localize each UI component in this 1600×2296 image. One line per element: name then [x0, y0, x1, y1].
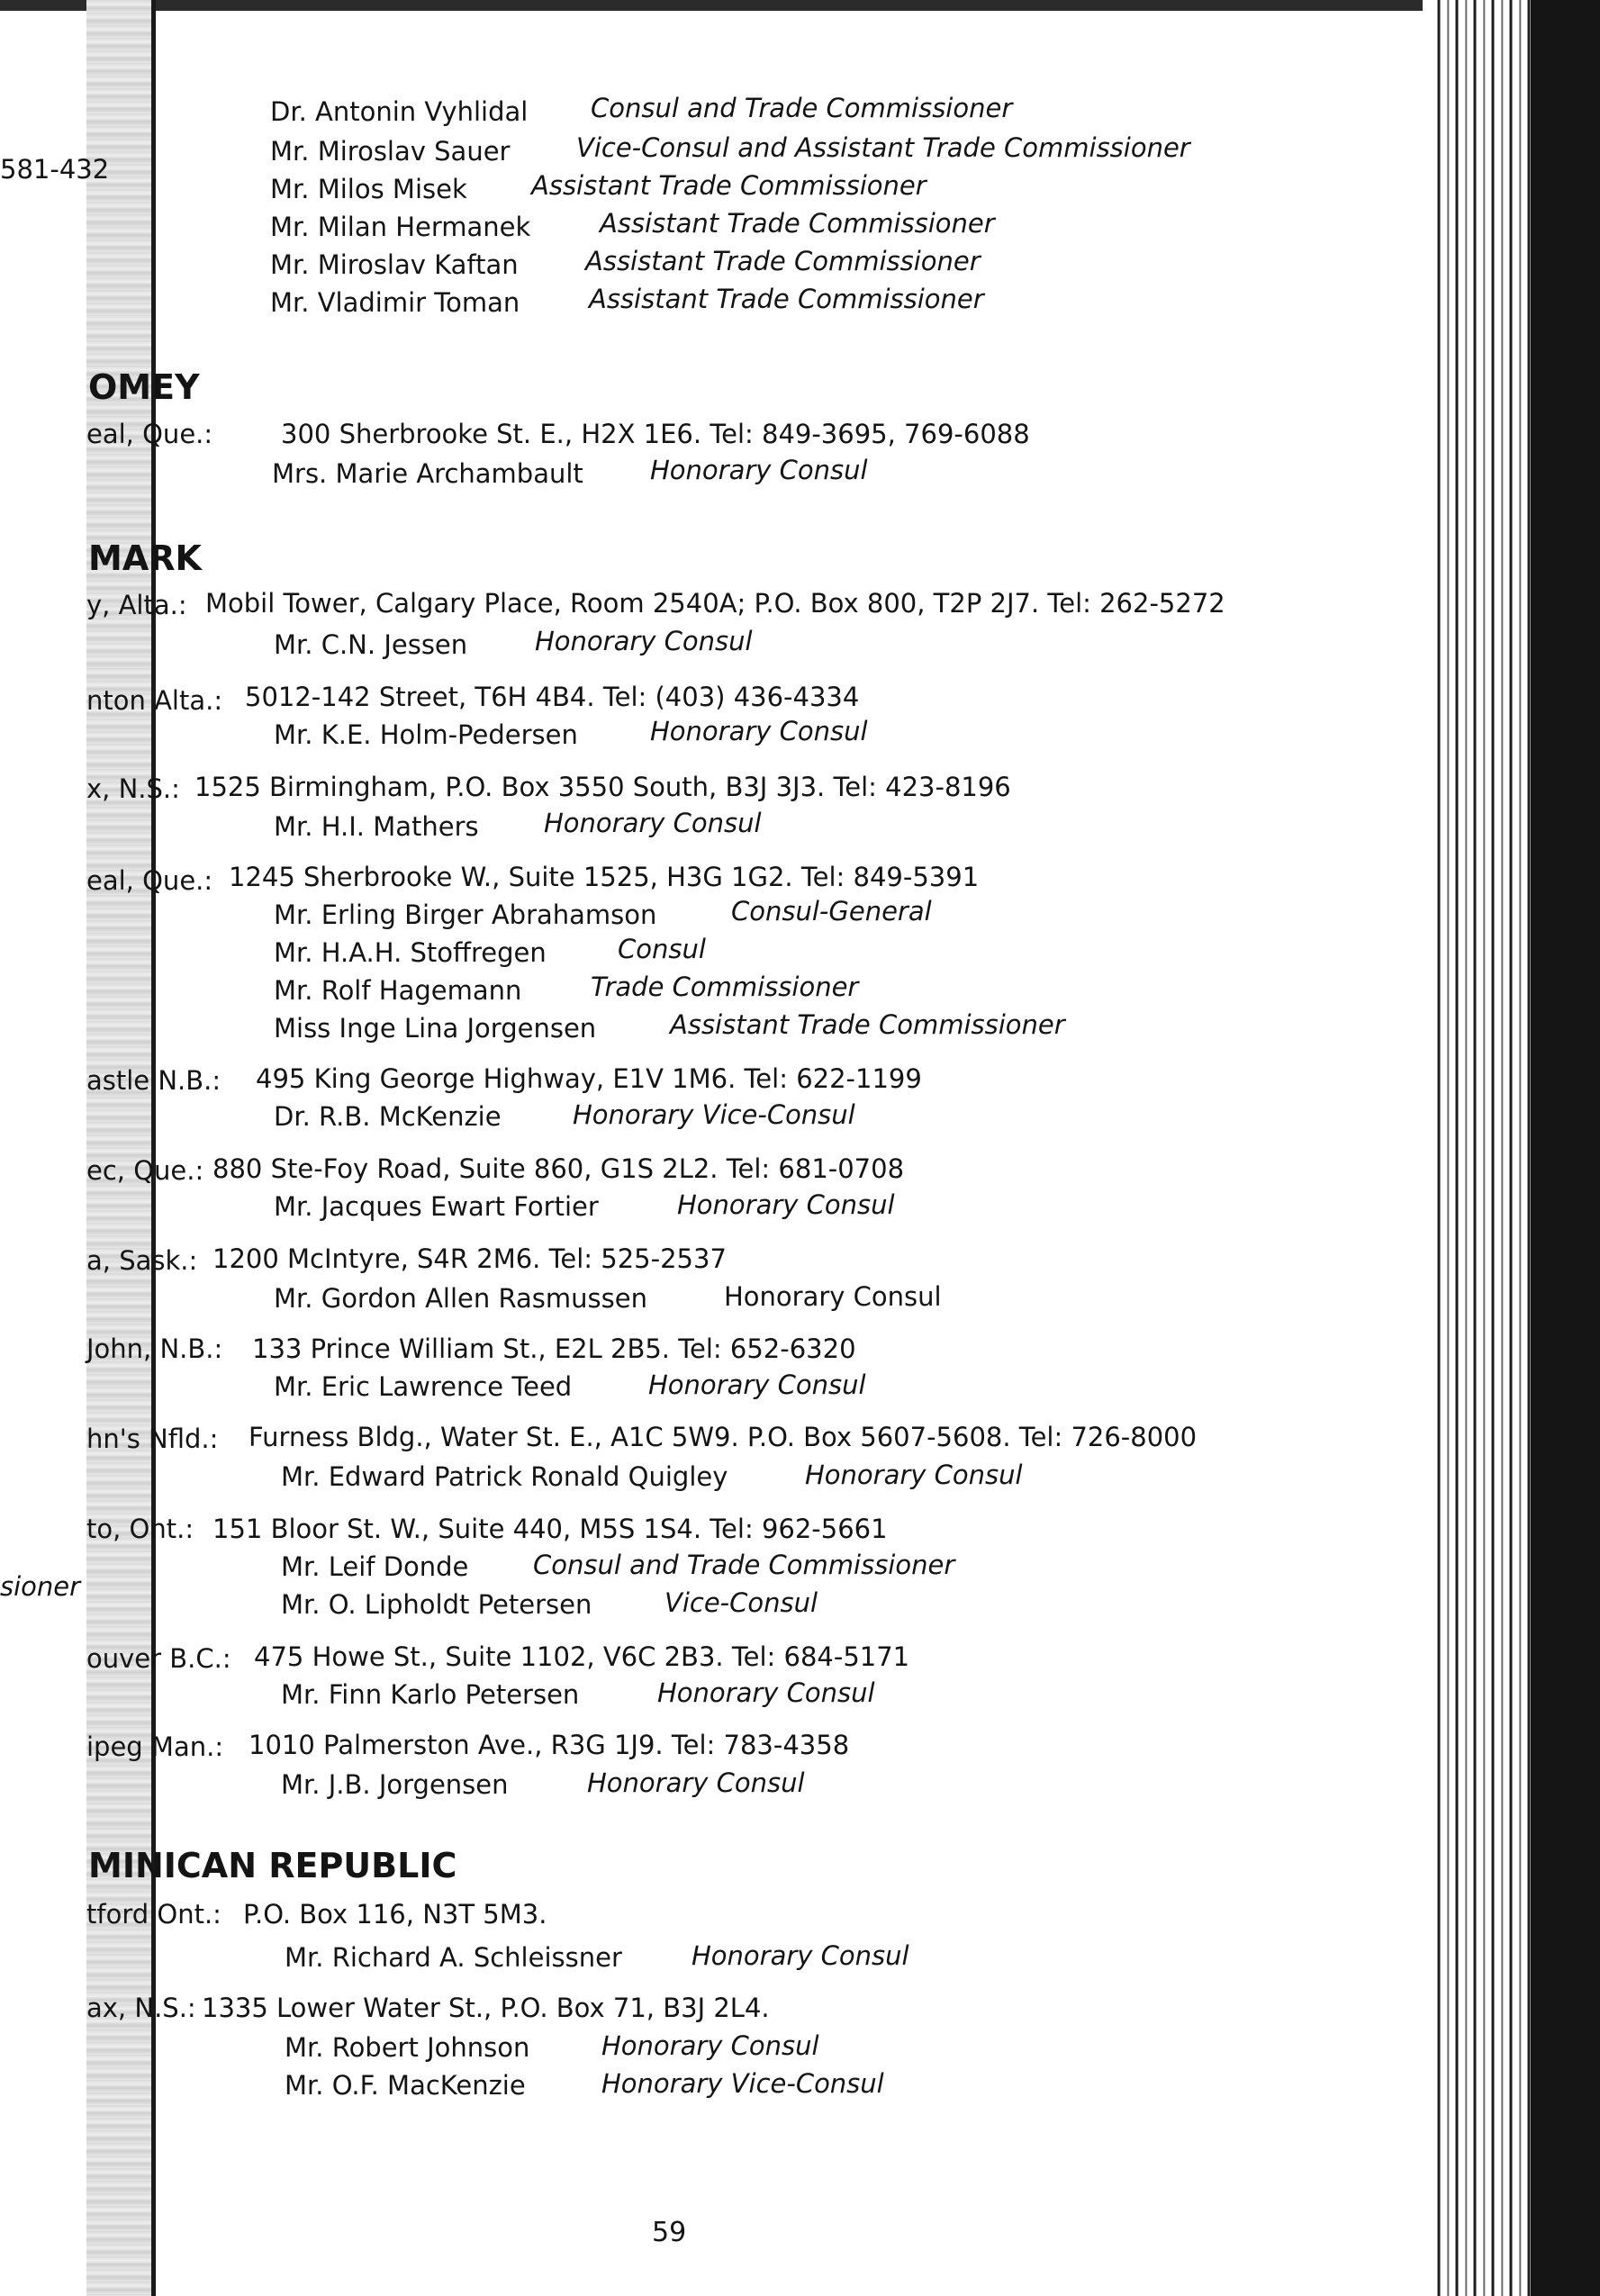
- page-gutter: [86, 0, 153, 2296]
- person-name: Mr. Vladimir Toman: [270, 287, 520, 318]
- entry-address: 475 Howe St., Suite 1102, V6C 2B3. Tel: 684-5171: [254, 1641, 910, 1672]
- top-rule: [0, 0, 1423, 11]
- country-heading: MINICAN REPUBLIC: [88, 1846, 457, 1885]
- person-name: Mr. C.N. Jessen: [274, 629, 468, 660]
- entry-address: 880 Ste-Foy Road, Suite 860, G1S 2L2. Tel: 681-0708: [212, 1153, 905, 1184]
- entry-address: 151 Bloor St. W., Suite 440, M5S 1S4. Tel: 962-5661: [212, 1514, 888, 1544]
- person-title: Honorary Consul: [724, 1281, 942, 1312]
- person-title: Honorary Consul: [692, 1940, 909, 1971]
- person-title: Assistant Trade Commissioner: [531, 170, 927, 201]
- person-name: Dr. R.B. McKenzie: [274, 1101, 502, 1132]
- person-title: Honorary Consul: [544, 808, 762, 838]
- entry-address: 1525 Birmingham, P.O. Box 3550 South, B3J 3J3. Tel: 423-8196: [194, 772, 1011, 802]
- person-title: Honorary Consul: [677, 1189, 895, 1220]
- person-title: Consul-General: [731, 896, 932, 927]
- entry-place: tford Ont.:: [86, 1899, 221, 1930]
- person-name: Mr. Milos Misek: [270, 174, 467, 204]
- entry-address: Furness Bldg., Water St. E., A1C 5W9. P.O. Box 5607-5608. Tel: 726-8000: [249, 1422, 1198, 1452]
- person-name: Mr. H.I. Mathers: [274, 811, 479, 842]
- country-heading: OMEY: [88, 367, 200, 407]
- person-title: Assistant Trade Commissioner: [600, 208, 995, 239]
- person-name: Mr. J.B. Jorgensen: [281, 1769, 509, 1800]
- person-title: Honorary Consul: [601, 2030, 819, 2061]
- margin-fragment: 581-432: [0, 154, 110, 185]
- person-name: Mr. K.E. Holm-Pedersen: [274, 719, 578, 750]
- person-name: Mr. Milan Hermanek: [270, 212, 531, 242]
- page-number: 59: [652, 2217, 687, 2248]
- person-title: Honorary Consul: [587, 1767, 805, 1798]
- entry-place: nton Alta.:: [86, 685, 223, 716]
- person-name: Miss Inge Lina Jorgensen: [274, 1013, 597, 1044]
- person-title: Honorary Consul: [650, 716, 868, 746]
- entry-place: ec, Que.:: [86, 1155, 204, 1186]
- binding-shadow: [1531, 0, 1600, 2296]
- entry-address: 1010 Palmerston Ave., R3G 1J9. Tel: 783-4358: [249, 1730, 850, 1760]
- entry-place: hn's Nfld.:: [86, 1424, 219, 1454]
- person-name: Dr. Antonin Vyhlidal: [270, 96, 529, 127]
- person-title: Honorary Consul: [535, 626, 753, 656]
- entry-address: 1245 Sherbrooke W., Suite 1525, H3G 1G2. Tel: 849-5391: [229, 862, 980, 892]
- person-name: Mr. Leif Donde: [281, 1551, 469, 1582]
- person-name: Mr. Robert Johnson: [285, 2032, 530, 2063]
- person-title: Vice-Consul and Assistant Trade Commissioner: [576, 132, 1190, 163]
- entry-address: 300 Sherbrooke St. E., H2X 1E6. Tel: 849-3695, 769-6088: [281, 419, 1030, 449]
- entry-address: Mobil Tower, Calgary Place, Room 2540A; P.O. Box 800, T2P 2J7. Tel: 262-5272: [205, 588, 1225, 619]
- entry-address: P.O. Box 116, N3T 5M3.: [243, 1899, 547, 1930]
- person-title: Consul and Trade Commissioner: [591, 93, 1013, 123]
- margin-fragment: sioner: [0, 1571, 81, 1602]
- person-name: Mr. Finn Karlo Petersen: [281, 1679, 580, 1710]
- entry-place: ouver B.C.:: [86, 1643, 231, 1674]
- entry-place: to, Ont.:: [86, 1514, 194, 1544]
- entry-address: 133 Prince William St., E2L 2B5. Tel: 652-6320: [252, 1333, 856, 1364]
- person-name: Mr. Eric Lawrence Teed: [274, 1371, 573, 1402]
- person-name: Mr. Edward Patrick Ronald Quigley: [281, 1461, 728, 1492]
- entry-address: 495 King George Highway, E1V 1M6. Tel: 622-1199: [256, 1063, 922, 1094]
- entry-place: eal, Que.:: [86, 419, 213, 449]
- entry-address: 1335 Lower Water St., P.O. Box 71, B3J 2L4.: [202, 1993, 770, 2023]
- person-name: Mr. Rolf Hagemann: [274, 975, 522, 1006]
- person-title: Honorary Vice-Consul: [601, 2068, 884, 2099]
- entry-place: ax, N.S.:: [86, 1993, 196, 2023]
- person-title: Honorary Vice-Consul: [573, 1099, 855, 1130]
- person-title: Honorary Consul: [648, 1369, 866, 1400]
- person-title: Vice-Consul: [664, 1587, 818, 1618]
- entry-place: y, Alta.:: [86, 590, 187, 620]
- entry-address: 5012-142 Street, T6H 4B4. Tel: (403) 436-4334: [245, 682, 860, 712]
- entry-place: John, N.B.:: [86, 1333, 223, 1364]
- person-title: Honorary Consul: [657, 1677, 875, 1708]
- person-title: Consul: [618, 934, 706, 964]
- person-name: Mr. O.F. MacKenzie: [285, 2070, 526, 2101]
- person-title: Assistant Trade Commissioner: [585, 246, 981, 276]
- person-title: Honorary Consul: [805, 1460, 1023, 1490]
- person-name: Mr. Jacques Ewart Fortier: [274, 1191, 599, 1222]
- person-name: Mr. Richard A. Schleissner: [285, 1942, 622, 1973]
- entry-place: eal, Que.:: [86, 865, 213, 896]
- person-title: Assistant Trade Commissioner: [670, 1009, 1065, 1040]
- entry-place: x, N.S.:: [86, 773, 180, 804]
- person-name: Mr. H.A.H. Stoffregen: [274, 937, 547, 968]
- person-name: Mr. Miroslav Sauer: [270, 136, 511, 167]
- country-heading: MARK: [88, 538, 202, 578]
- person-name: Mr. O. Lipholdt Petersen: [281, 1589, 592, 1620]
- person-title: Trade Commissioner: [591, 972, 859, 1002]
- person-name: Mrs. Marie Archambault: [272, 458, 583, 489]
- person-title: Consul and Trade Commissioner: [533, 1550, 955, 1580]
- person-name: Mr. Erling Birger Abrahamson: [274, 899, 657, 930]
- person-name: Mr. Gordon Allen Rasmussen: [274, 1283, 647, 1314]
- person-name: Mr. Miroslav Kaftan: [270, 249, 519, 280]
- entry-place: astle N.B.:: [86, 1065, 221, 1096]
- entry-place: ipeg Man.:: [86, 1731, 224, 1762]
- person-title: Honorary Consul: [650, 455, 868, 485]
- gutter-line: [151, 0, 156, 2296]
- entry-address: 1200 McIntyre, S4R 2M6. Tel: 525-2537: [212, 1243, 727, 1274]
- entry-place: a, Sask.:: [86, 1245, 198, 1276]
- person-title: Assistant Trade Commissioner: [589, 284, 984, 314]
